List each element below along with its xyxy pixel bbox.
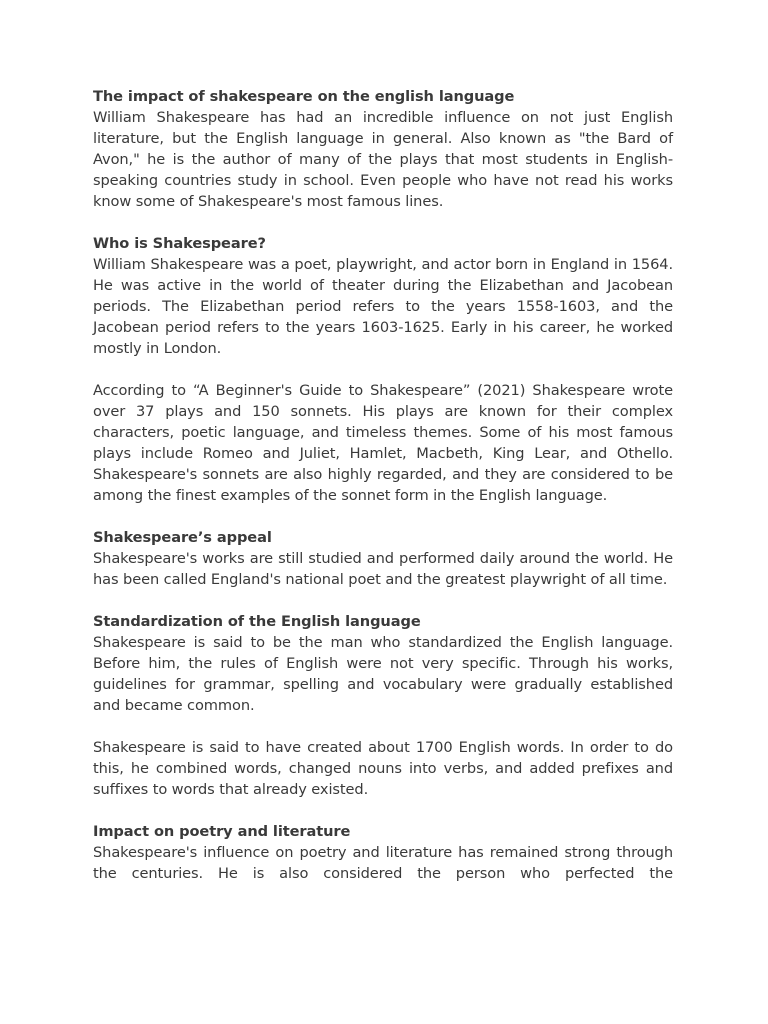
section-paragraph: Shakespeare's influence on poetry and literature has remained strong through the centuries. He is also considered the person who perfected the xyxy=(93,844,673,882)
section-poetry-literature xyxy=(93,821,673,884)
section-paragraph: Shakespeare is said to be the man who standardized the English language. Before him, the rules of English were not very specific. Through his works, guidelines for grammar, spelling and vocabulary were gradually established and became common. xyxy=(93,634,673,714)
section-intro xyxy=(93,86,673,212)
section-heading: Impact on poetry and literature xyxy=(93,823,351,840)
section-standardization xyxy=(93,611,673,716)
section-paragraph: William Shakespeare was a poet, playwright, and actor born in England in 1564. He was active in the world of theater during the Elizabethan and Jacobean periods. The Elizabethan period refers to the years 1558-1603, and the Jacobean period refers to the years 1603-1625. Early in his career, he worked mostly in London. xyxy=(93,256,673,357)
section-who-is-shakespeare xyxy=(93,233,673,359)
section-new-words xyxy=(93,737,673,800)
section-appeal xyxy=(93,527,673,590)
section-heading: Shakespeare’s appeal xyxy=(93,529,272,546)
section-paragraph: According to “A Beginner's Guide to Shakespeare” (2021) Shakespeare wrote over 37 plays and 150 sonnets. His plays are known for their complex characters, poetic language, and timeless themes. Some of his most famous plays include Romeo and Juliet, Hamlet, Macbeth, King Lear, and Othello. Shakespeare's sonnets are also highly regarded, and they are considered to be among the finest examples of the sonnet form in the English language. xyxy=(93,382,673,504)
section-plays-and-sonnets xyxy=(93,380,673,506)
section-heading: The impact of shakespeare on the english language xyxy=(93,88,515,105)
document-page xyxy=(93,86,673,905)
section-paragraph: Shakespeare's works are still studied and performed daily around the world. He has been called England's national poet and the greatest playwright of all time. xyxy=(93,550,673,588)
section-heading: Standardization of the English language xyxy=(93,613,421,630)
section-heading: Who is Shakespeare? xyxy=(93,235,266,252)
section-paragraph: William Shakespeare has had an incredible influence on not just English literature, but the English language in general. Also known as "the Bard of Avon," he is the author of many of the plays that most students in English-speaking countries study in school. Even people who have not read his works know some of Shakespeare's most famous lines. xyxy=(93,109,673,210)
section-paragraph: Shakespeare is said to have created about 1700 English words. In order to do this, he combined words, changed nouns into verbs, and added prefixes and suffixes to words that already existed. xyxy=(93,739,673,798)
